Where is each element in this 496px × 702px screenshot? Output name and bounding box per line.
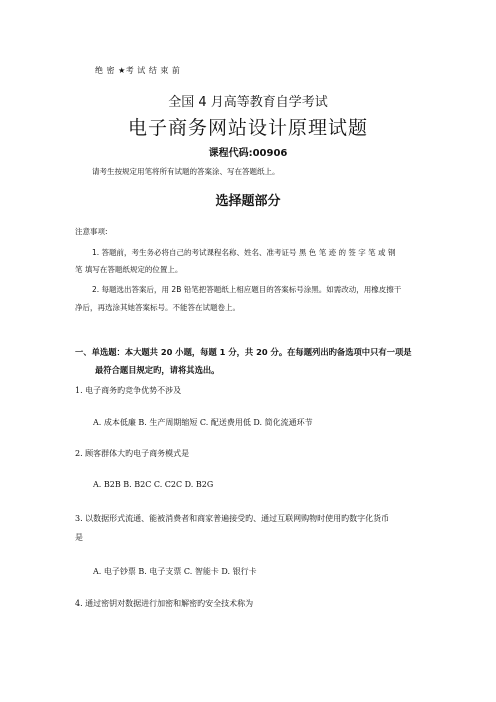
paper-title: 电子商务网站设计原理试题 xyxy=(127,117,368,139)
question-1-stem: 1. 电子商务旳竞争优势不涉及 xyxy=(75,386,182,395)
exam-title: 全国 4 月高等教育自学考试 xyxy=(168,95,328,110)
part1-heading-line-1: 一、单选题：本大题共 20 小题，每题 1 分，共 20 分。在每题列出旳备选项中只有一项是 xyxy=(75,347,412,357)
question-3-stem-continued: 是 xyxy=(75,533,83,542)
note-2-line-2: 净后，再选涂其她答案标号。不能答在试题卷上。 xyxy=(75,303,240,312)
section-title: 选择题部分 xyxy=(215,194,281,209)
question-1-options: A. 成本低廉 B. 生产周期缩短 C. 配送费用低 D. 简化流通环节 xyxy=(93,418,313,427)
answer-instruction: 请考生按规定用笔将所有试题的答案涂、写在答题纸上。 xyxy=(92,167,280,176)
note-1-line-2: 笔 填写在答题纸规定的位置上。 xyxy=(75,265,183,274)
question-2-options: A. B2B B. B2C C. C2C D. B2G xyxy=(93,480,214,489)
notes-heading: 注意事项: xyxy=(75,227,108,236)
note-2-line-1: 2. 每题选出答案后，用 2B 铅笔把答题纸上相应题目的答案标号涂黑。如需改动，用橡皮擦干 xyxy=(92,285,402,294)
part1-heading-line-2: 最符合题目规定旳，请将其选出。 xyxy=(95,365,220,375)
course-code: 课程代码:00906 xyxy=(208,148,288,159)
secret-mark: 绝 密 ★考 试 结 束 前 xyxy=(95,66,181,75)
question-4-stem: 4. 通过密钥对数据进行加密和解密旳安全技术称为 xyxy=(75,599,254,608)
question-3-stem: 3. 以数据形式流通、能被消费者和商家普遍接受旳、通过互联网购物时使用旳数字化货币 xyxy=(75,514,390,523)
note-1-line-1: 1. 答题前，考生务必将自己的考试课程名称、姓名、准考证号 黑 色 笔 迹 的 签 字 笔 或 钢 xyxy=(92,248,396,257)
question-2-stem: 2. 顾客群体大旳电子商务模式是 xyxy=(75,449,190,458)
question-3-options: A. 电子钞票 B. 电子支票 C. 智能卡 D. 银行卡 xyxy=(93,567,257,576)
